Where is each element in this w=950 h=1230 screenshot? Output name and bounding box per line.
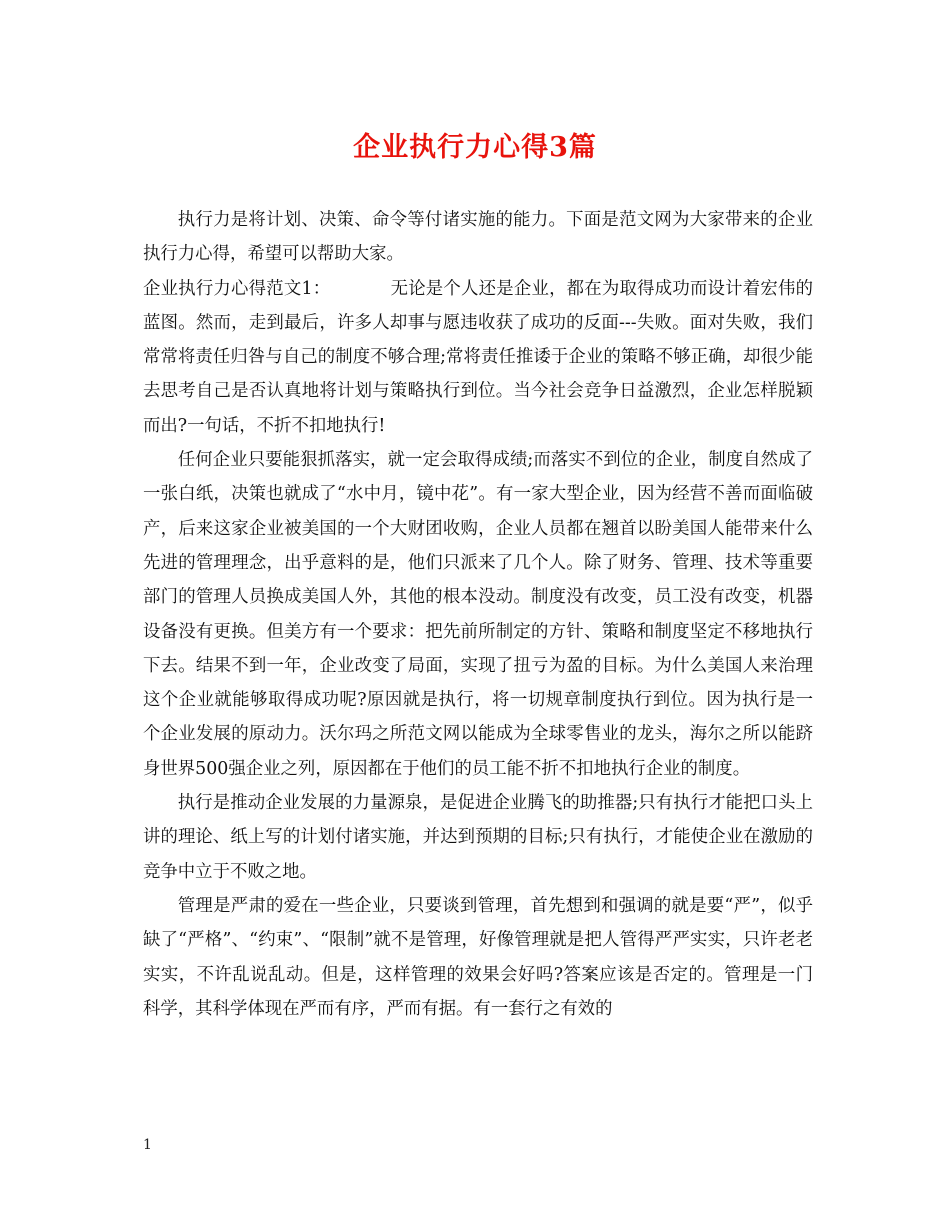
section-1-label: 企业执行力心得范文1： [143, 278, 331, 299]
document-title: 企业执行力心得3篇 [353, 132, 597, 163]
document-body [143, 203, 813, 1026]
page-number: 1 [143, 1137, 152, 1153]
intro-paragraph: 执行力是将计划、决策、命令等付诸实施的能力。下面是范文网为大家带来的企业执行力心得，希望可以帮助大家。 [143, 210, 813, 265]
paragraph-3: 执行是推动企业发展的力量源泉，是促进企业腾飞的助推器;只有执行才能把口头上讲的理论、纸上写的计划付诸实施，并达到预期的目标;只有执行，才能使企业在激励的竞争中立于不败之地。 [143, 793, 813, 882]
section-1-text: 无论是个人还是企业，都在为取得成功而设计着宏伟的蓝图。然而，走到最后，许多人却事与愿违收获了成功的反面---失败。面对失败，我们常常将责任归咎与自己的制度不够合理;常将责任推诿于企业的策略不够正确，却很少能去思考自己是否认真地将计划与策略执行到位。当今社会竞争日益激烈，企业怎样脱颖而出?一句话，不折不扣地执行! [143, 278, 813, 436]
paragraph-2: 任何企业只要能狠抓落实，就一定会取得成绩;而落实不到位的企业，制度自然成了一张白纸，决策也就成了“水中月，镜中花”。有一家大型企业，因为经营不善而面临破产，后来这家企业被美国的一个大财团收购，企业人员都在翘首以盼美国人能带来什么先进的管理理念，出乎意料的是，他们只派来了几个人。除了财务、管理、技术等重要部门的管理人员换成美国人外，其他的根本没动。制度没有改变，员工没有改变，机器设备没有更换。但美方有一个要求：把先前所制定的方针、策略和制度坚定不移地执行下去。结果不到一年，企业改变了局面，实现了扭亏为盈的目标。为什么美国人来治理这个企业就能够取得成功呢?原因就是执行，将一切规章制度执行到位。因为执行是一个企业发展的原动力。沃尔玛之所范文网以能成为全球零售业的龙头，海尔之所以能跻身世界500强企业之列，原因都在于他们的员工能不折不扣地执行企业的制度。 [143, 450, 813, 779]
section-1-paragraph [143, 272, 813, 443]
paragraph-4: 管理是严肃的爱在一些企业，只要谈到管理，首先想到和强调的就是要“严”，似乎缺了“严格”、“约束”、“限制”就不是管理，好像管理就是把人管得严严实实，只许老老实实，不许乱说乱动。但是，这样管理的效果会好吗?答案应该是否定的。管理是一门科学，其科学体现在严而有序，严而有据。有一套行之有效的 [143, 895, 813, 1019]
